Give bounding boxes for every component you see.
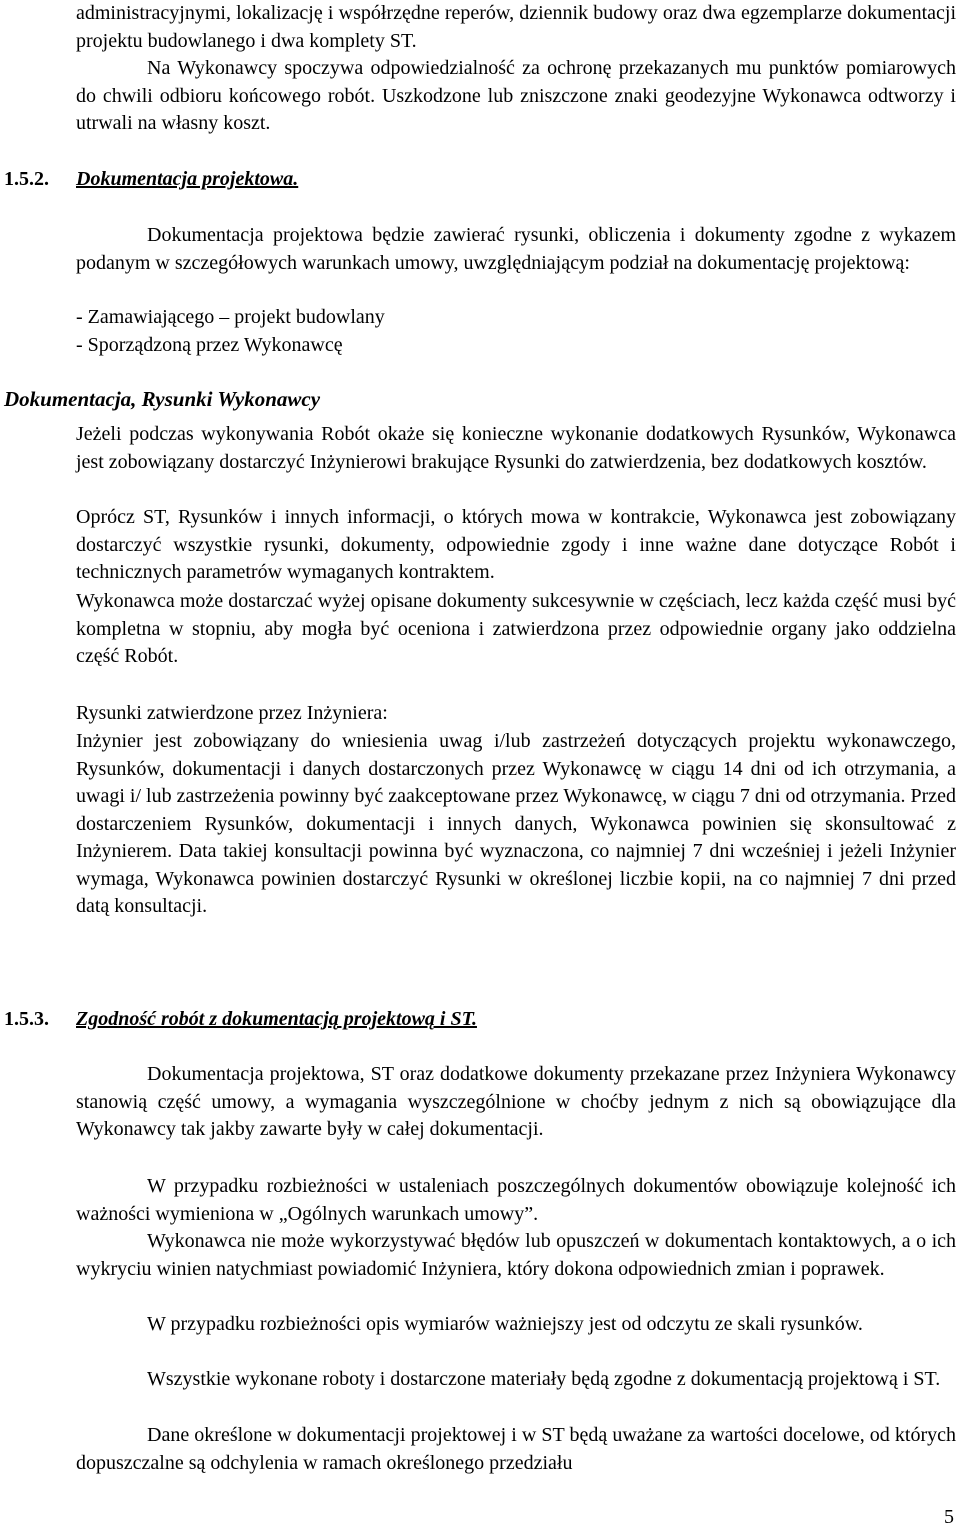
subsection-paragraph-1: Jeżeli podczas wykonywania Robót okaże się konieczne wykonanie dodatkowych Rysunków, Wykonawca jest zobowiązany dostarczyć Inżynierowi brakujące Rysunki do zatwierdzenia, bez dodatkowych kosztów.: [76, 423, 956, 473]
section-heading-1-5-2: [4, 166, 298, 194]
section-1-5-3-paragraph-6: Dane określone w dokumentacji projektowej i w ST będą uważane za wartości docelowe, od których dopuszczalne są odchylenia w ramach określonego przedziału: [76, 1424, 956, 1474]
section-1-5-3-paragraph-4: W przypadku rozbieżności opis wymiarów ważniejszy jest od odczytu ze skali rysunków.: [147, 1313, 863, 1335]
subsection-paragraph-3: Wykonawca może dostarczać wyżej opisane dokumenty sukcesywnie w częściach, lecz każda część musi być kompletna w stopniu, aby mogła być oceniona i zatwierdzona przez odpowiednie organy jako oddzielna część Robót.: [76, 590, 956, 667]
section-title: Zgodność robót z dokumentacją projektową i ST.: [76, 1008, 477, 1030]
list-item: - Zamawiającego – projekt budowlany: [76, 306, 385, 328]
section-1-5-3-paragraph-2: W przypadku rozbieżności w ustaleniach poszczególnych dokumentów obowiązuje kolejność ich ważności wymieniona w „Ogólnych warunkach umowy”.: [76, 1175, 956, 1225]
subsection-paragraph-2: Oprócz ST, Rysunków i innych informacji, o których mowa w kontrakcie, Wykonawca jest zobowiązany dostarczyć wszystkie rysunki, dokumenty, odpowiednie zgody i inne ważne dane dotyczące Robót i technicznych parametrów wymaganych kontraktem.: [76, 506, 956, 583]
section-1-5-3-paragraph-1: Dokumentacja projektowa, ST oraz dodatkowe dokumenty przekazane przez Inżyniera Wykonawcy stanowią część umowy, a wymagania wyszczególnione w choćby jednym z nich są obowiązujące dla Wykonawcy tak jakby zawarte były w całej dokumentacji.: [76, 1063, 956, 1140]
section-1-5-2-paragraph: Dokumentacja projektowa będzie zawierać rysunki, obliczenia i dokumenty zgodne z wykazem podanym w szczegółowych warunkach umowy, uwzględniającym podział na dokumentację projektową:: [76, 224, 956, 274]
section-number: 1.5.3.: [4, 1008, 49, 1030]
list-item: - Sporządzoną przez Wykonawcę: [76, 334, 343, 356]
section-title: Dokumentacja projektowa.: [76, 168, 299, 190]
page-number: 5: [944, 1506, 954, 1528]
section-1-5-3-paragraph-5: Wszystkie wykonane roboty i dostarczone materiały będą zgodne z dokumentacją projektową i ST.: [147, 1368, 941, 1390]
intro-paragraph-1: administracyjnymi, lokalizację i współrzędne reperów, dziennik budowy oraz dwa egzemplarze dokumentacji projektu budowlanego i dwa komplety ST.: [76, 2, 956, 52]
subsection-heading: Dokumentacja, Rysunki Wykonawcy: [4, 387, 321, 411]
intro-paragraph-2: Na Wykonawcy spoczywa odpowiedzialność za ochronę przekazanych mu punktów pomiarowych do chwili odbioru końcowego robót. Uszkodzone lub zniszczone znaki geodezyjne Wykonawca odtworzy i utrwali na własny koszt.: [76, 57, 956, 134]
subsection-paragraph-4: Inżynier jest zobowiązany do wniesienia uwag i/lub zastrzeżeń dotyczących projektu wykonawczego, Rysunków, dokumentacji i danych dostarczonych przez Wykonawcę w ciągu 14 dni od ich otrzymania, a uwagi i/ lub zastrzeżenia powinny być zaakceptowane przez Wykonawcę, w ciągu 7 dni od otrzymania. Przed dostarczeniem Rysunków, dokumentacji i innych danych, Wykonawca powinien się skonsultować z Inżynierem. Data takiej konsultacji powinna być wyznaczona, co najmniej 7 dni wcześniej i jeżeli Inżynier wymaga, Wykonawca powinien dostarczyć Rysunki w określonej liczbie kopii, na co najmniej 7 dni przed datą konsultacji.: [76, 730, 956, 917]
section-1-5-3-paragraph-3: Wykonawca nie może wykorzystywać błędów lub opuszczeń w dokumentach kontaktowych, a o ich wykryciu winien natychmiast powiadomić Inżyniera, który dokona odpowiednich zmian i poprawek.: [76, 1230, 956, 1280]
section-heading-1-5-3: [4, 1006, 477, 1034]
section-number: 1.5.2.: [4, 168, 49, 190]
subsection-label: Rysunki zatwierdzone przez Inżyniera:: [76, 702, 388, 724]
